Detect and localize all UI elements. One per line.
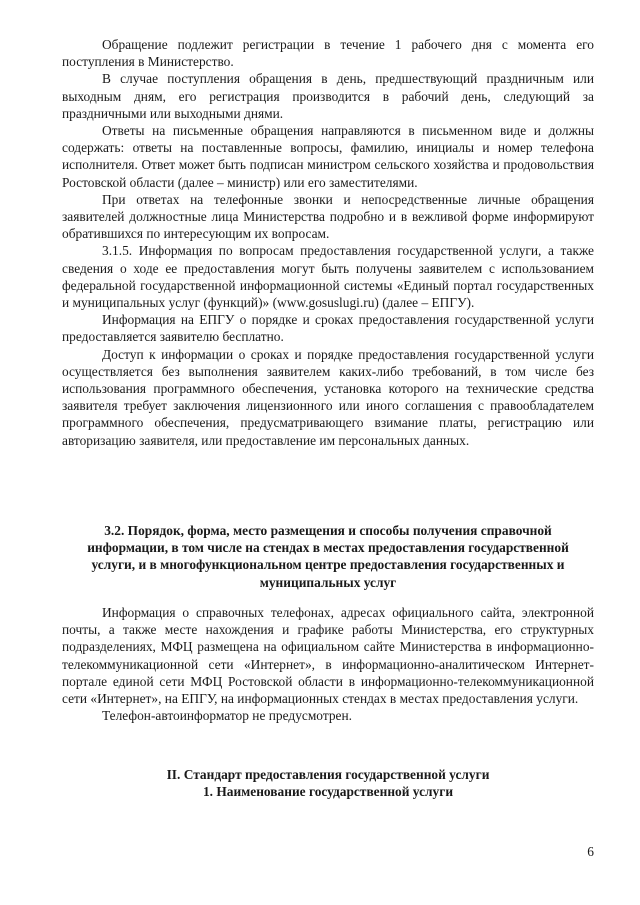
chapter-ii-subtitle: 1. Наименование государственной услуги <box>202 784 454 800</box>
paragraph: Доступ к информации о сроках и порядке предоставления государственной услуги осуществляется без выполнения заявителем каких-либо требований, в том числе без использования программного обеспечения, установка которого на технические средства заявителя требует заключения лицензионного или иного соглашения с правообладателем программного обеспечения, предусматривающего взимание платы, регистрацию или авторизацию заявителя, или предоставление им персональных данных. <box>62 346 594 448</box>
paragraph: В случае поступления обращения в день, предшествующий праздничным или выходным дням, его регистрация производится в рабочий день, следующий за праздничными или выходными днями. <box>62 71 594 121</box>
paragraph: Информация о справочных телефонах, адресах официального сайта, электронной почты, а также месте нахождения и графике работы Министерства, его структурных подразделениях, МФЦ размещена на официальном сайте Министерства в информационно-телекоммуникационной сети «Интернет», в информационно-аналитическом Интернет-портале единой сети МФЦ Ростовской области в информационно-телекоммуникационной сети «Интернет», на ЕПГУ, на информационных стендах в местах предоставления услуги. <box>62 605 594 707</box>
chapter-ii-title: II. Стандарт предоставления государственной услуги <box>166 767 490 782</box>
page-number: 6 <box>587 844 594 859</box>
paragraph: Ответы на письменные обращения направляются в письменном виде и должны содержать: ответы на поставленные вопросы, фамилию, инициалы и номер телефона исполнителя. Ответ может быть подписан министром сельского хозяйства и продовольствия Ростовской области (далее – министр) или его заместителями. <box>62 123 594 190</box>
section-3-2-heading: 3.2. Порядок, форма, место размещения и способы получения справочной информации, в том числе на стендах в местах предоставления государственной услуги, и в многофункциональном центре предоставления государственных и муниципальных услуг <box>87 523 569 590</box>
chapter-ii-heading <box>62 766 594 800</box>
paragraph: Обращение подлежит регистрации в течение 1 рабочего дня с момента его поступления в Министерство. <box>62 37 594 70</box>
section-3-2-text <box>62 604 594 724</box>
paragraph: 3.1.5. Информация по вопросам предоставления государственной услуги, а также сведения о ходе ее предоставления могут быть получены заявителем с использованием федеральной государственной информационной системы «Единый портал государственных и муниципальных услуг (функций)» (www.gosuslugi.ru) (далее – ЕПГУ). <box>62 243 594 311</box>
section-3-1-text <box>62 36 594 449</box>
paragraph: Телефон-автоинформатор не предусмотрен. <box>102 708 352 724</box>
paragraph: При ответах на телефонные звонки и непосредственные личные обращения заявителей должностные лица Министерства подробно и в вежливой форме информируют обратившихся по интересующим их вопросам. <box>62 191 594 242</box>
paragraph: Информация на ЕПГУ о порядке и сроках предоставления государственной услуги предоставляется заявителю бесплатно. <box>62 312 594 345</box>
